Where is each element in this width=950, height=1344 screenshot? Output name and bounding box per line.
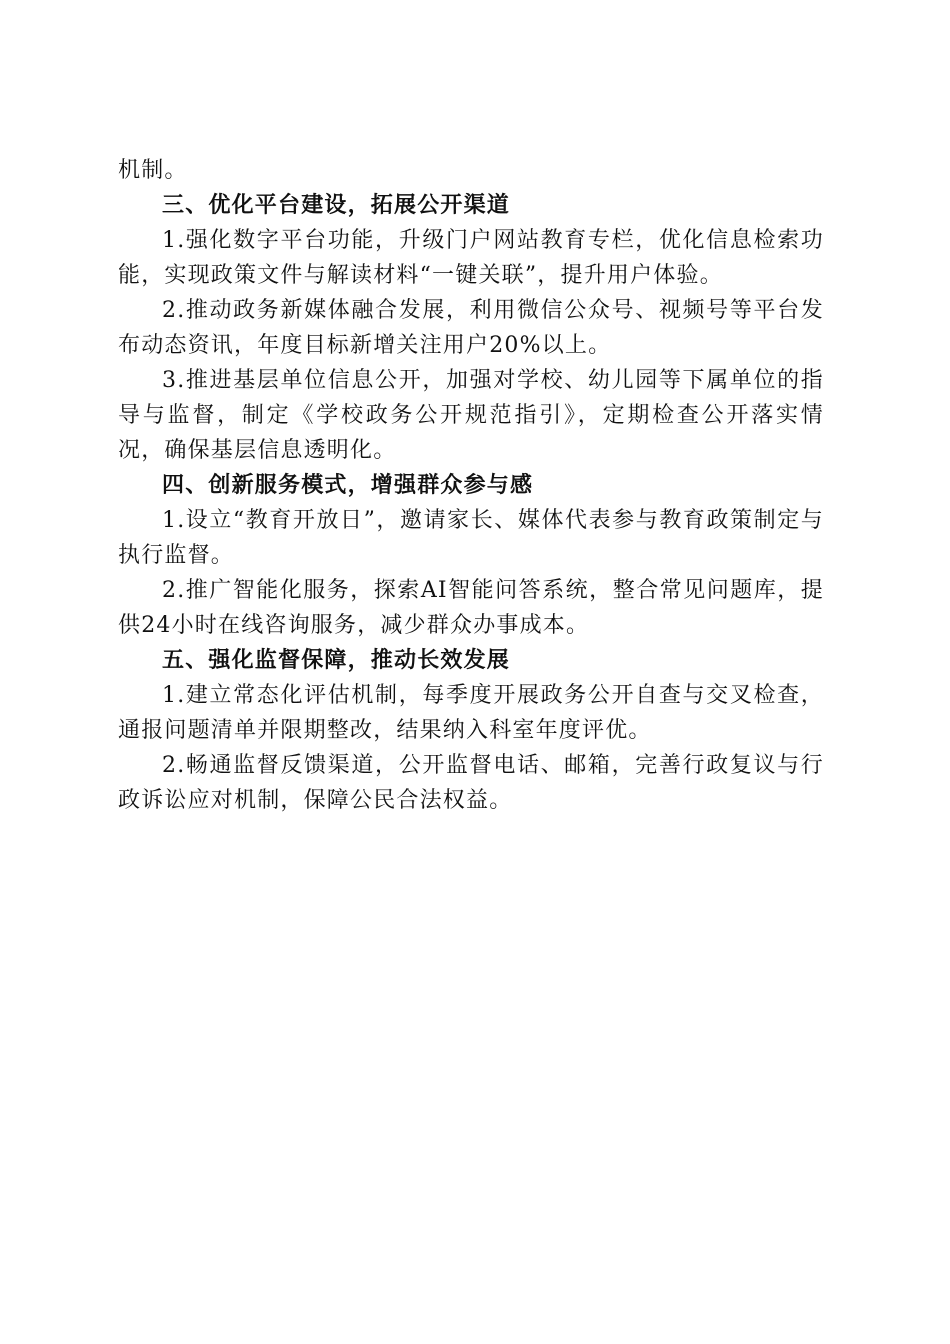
document-page	[118, 153, 824, 818]
section-item: 2.畅通监督反馈渠道，公开监督电话、邮箱，完善行政复议与行政诉讼应对机制，保障公民合法权益。	[118, 753, 824, 813]
section-item: 1.建立常态化评估机制，每季度开展政务公开自查与交叉检查，通报问题清单并限期整改，结果纳入科室年度评优。	[118, 683, 824, 743]
section-item: 1.设立“教育开放日”，邀请家长、媒体代表参与教育政策制定与执行监督。	[118, 508, 824, 568]
section-item: 2.推广智能化服务，探索AI智能问答系统，整合常见问题库，提供24小时在线咨询服务，减少群众办事成本。	[118, 578, 824, 638]
section-item: 2.推动政务新媒体融合发展，利用微信公众号、视频号等平台发布动态资讯，年度目标新增关注用户20%以上。	[118, 298, 824, 358]
section-item: 3.推进基层单位信息公开，加强对学校、幼儿园等下属单位的指导与监督，制定《学校政务公开规范指引》，定期检查公开落实情况，确保基层信息透明化。	[118, 368, 824, 463]
section-3	[118, 188, 824, 468]
section-item: 1.强化数字平台功能，升级门户网站教育专栏，优化信息检索功能，实现政策文件与解读材料“一键关联”，提升用户体验。	[118, 228, 824, 288]
section-heading: 五、强化监督保障，推动长效发展	[162, 648, 511, 673]
section-4	[118, 468, 824, 643]
section-5	[118, 643, 824, 818]
continuation-paragraph: 机制。	[118, 158, 188, 183]
section-heading: 三、优化平台建设，拓展公开渠道	[162, 193, 511, 218]
section-heading: 四、创新服务模式，增强群众参与感	[162, 473, 534, 498]
